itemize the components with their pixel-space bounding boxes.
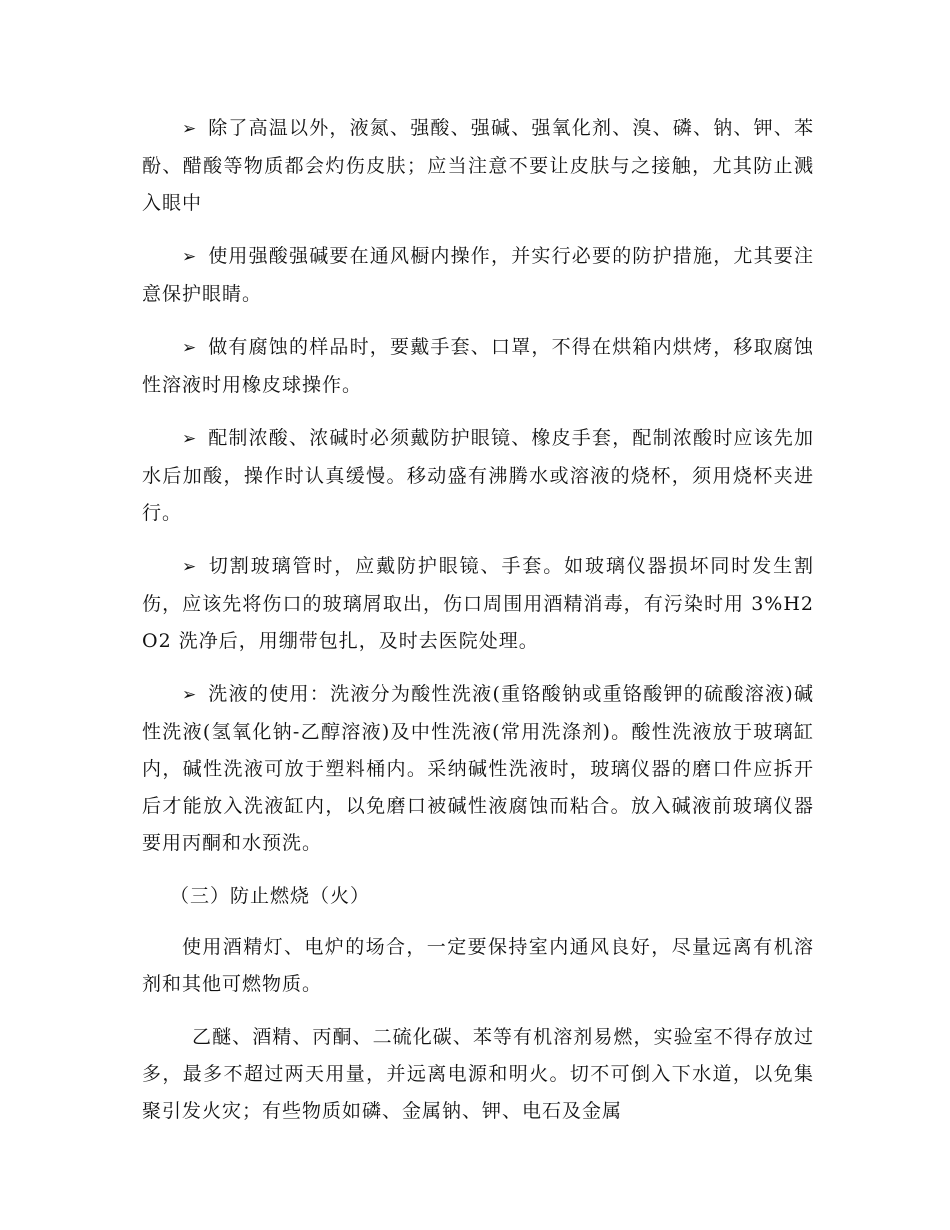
bullet-paragraph-skin-burns (142, 110, 814, 222)
section-heading: （三）防止燃烧（火） (170, 885, 371, 907)
arrow-bullet-icon: ➢ (182, 338, 198, 358)
paragraph-text: 做有腐蚀的样品时，要戴手套、口罩，不得在烘箱内烘烤，移取腐蚀性溶液时用橡皮球操作。 (142, 336, 814, 396)
bullet-paragraph-glass-cutting (142, 548, 814, 660)
arrow-bullet-icon: ➢ (182, 685, 198, 705)
arrow-bullet-icon: ➢ (182, 119, 198, 139)
document-body (142, 110, 814, 1146)
paragraph-organic-solvents: 乙醚、酒精、丙酮、二硫化碳、苯等有机溶剂易燃，实验室不得存放过多，最多不超过两天用量，并远离电源和明火。切不可倒入下水道，以免集聚引发火灾；有些物质如磷、金属钠、钾、电石及金属 (142, 1026, 814, 1122)
bullet-paragraph-corrosive-samples (142, 329, 814, 404)
paragraph-alcohol-lamp: 使用酒精灯、电炉的场合，一定要保持室内通风良好，尽量远离有机溶剂和其他可燃物质。 (142, 936, 814, 995)
arrow-bullet-icon: ➢ (182, 557, 198, 577)
bullet-paragraph-fume-hood (142, 238, 814, 313)
arrow-bullet-icon: ➢ (182, 247, 198, 267)
paragraph-text: 切割玻璃管时，应戴防护眼镜、手套。如玻璃仪器损坏同时发生割伤，应该先将伤口的玻璃屑取出，伤口周围用酒精消毒，有污染时用 3%H2O2 洗净后，用绷带包扎，及时去医院处理。 (142, 555, 814, 652)
paragraph-text: 配制浓酸、浓碱时必须戴防护眼镜、橡皮手套，配制浓酸时应该先加水后加酸，操作时认真缓慢。移动盛有沸腾水或溶液的烧杯，须用烧杯夹进行。 (142, 427, 814, 524)
bullet-paragraph-acid-preparation (142, 420, 814, 532)
arrow-bullet-icon: ➢ (182, 429, 198, 449)
paragraph-text: 洗液的使用：洗液分为酸性洗液(重铬酸钠或重铬酸钾的硫酸溶液)碱性洗液(氢氧化钠-乙醇溶液)及中性洗液(常用洗涤剂)。酸性洗液放于玻璃缸内，碱性洗液可放于塑料桶内。采纳碱性洗液时，玻璃仪器的磨口件应拆开后才能放入洗液缸内，以免磨口被碱性液腐蚀而粘合。放入碱液前玻璃仪器要用丙酮和水预洗。 (142, 683, 814, 854)
bullet-paragraph-washing-liquid (142, 676, 814, 862)
paragraph-text: 使用强酸强碱要在通风橱内操作，并实行必要的防护措施，尤其要注意保护眼睛。 (142, 245, 814, 305)
paragraph-text: 除了高温以外，液氮、强酸、强碱、强氧化剂、溴、磷、钠、钾、苯酚、醋酸等物质都会灼伤皮肤；应当注意不要让皮肤与之接触，尤其防止溅入眼中 (142, 117, 814, 214)
